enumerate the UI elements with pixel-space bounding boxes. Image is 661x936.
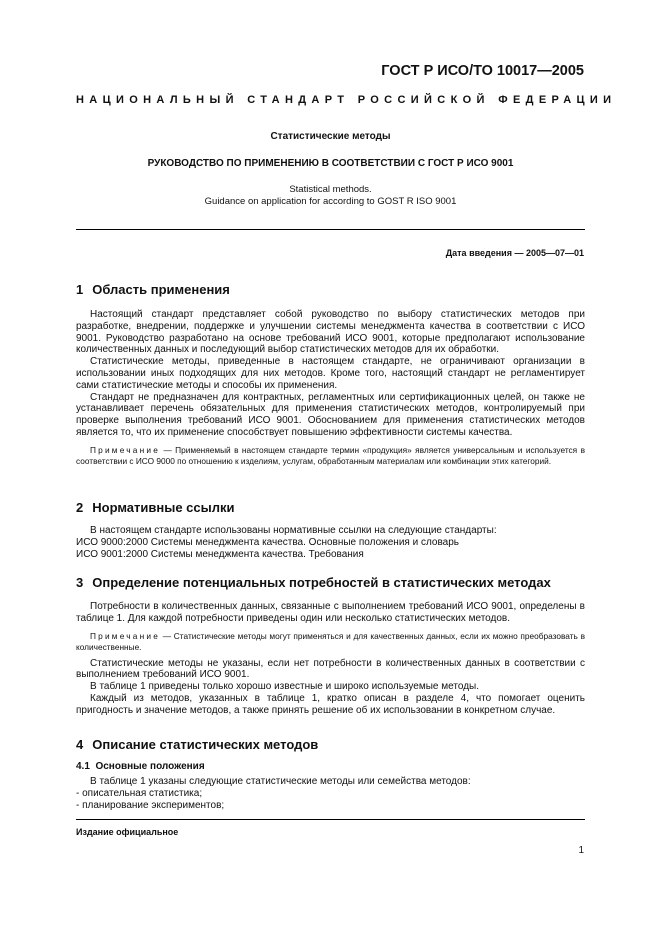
title-en-line1: Statistical methods. [289, 184, 372, 195]
section-1-body [76, 309, 585, 467]
section-4-title: Описание статистических методов [92, 737, 319, 752]
national-standard-banner: НАЦИОНАЛЬНЫЙ СТАНДАРТ РОССИЙСКОЙ ФЕДЕРАЦИИ [76, 94, 617, 106]
section-3-title: Определение потенциальных потребностей в статистических методах [92, 575, 551, 590]
section-2-intro: В настоящем стандарте использованы нормативные ссылки на следующие стандарты: [90, 525, 497, 536]
normative-ref-1: ИСО 9000:2000 Системы менеджмента качества. Основные положения и словарь [76, 536, 460, 548]
note-label: Примечание [90, 630, 161, 641]
section-3-paragraph-3: В таблице 1 приведены только хорошо известные и широко используемые методы. [90, 681, 479, 693]
note-label: Примечание [90, 444, 161, 455]
standard-number: ГОСТ Р ИСО/ТО 10017—2005 [381, 63, 584, 79]
section-2-number: 2 [76, 500, 84, 515]
title-ru-small: Статистические методы [270, 131, 391, 142]
section-1-heading [76, 282, 230, 297]
subsection-4-1-title: Основные положения [95, 761, 205, 772]
section-3-paragraph-2: Статистические методы не указаны, если нет потребности в количественных данных в соответствии с выполнением требований ИСО 9001. [76, 657, 585, 681]
method-list-item: - планирование экспериментов; [76, 799, 225, 811]
section-3-number: 3 [76, 575, 84, 590]
subsection-4-1-heading [76, 761, 205, 772]
section-2-heading [76, 500, 234, 515]
section-4-heading [76, 737, 318, 752]
section-4-number: 4 [76, 737, 84, 752]
section-1-number: 1 [76, 282, 84, 297]
note-text: — Применяемый в настоящем стандарте термин «продукция» является универсальным и используется в соответствии с ИСО 9000 по отношению к изделиям, услугам, обработанным материалам или комбинации этих категорий. [76, 444, 585, 466]
section-3-note [76, 631, 585, 653]
section-3-heading [76, 575, 551, 590]
title-en-line2: Guidance on application for according to GOST R ISO 9001 [204, 196, 457, 207]
normative-ref-2: ИСО 9001:2000 Системы менеджмента качества. Требования [76, 548, 364, 560]
section-1-paragraph-3: Стандарт не предназначен для контрактных, регламентных или сертификационных целей, он также не устанавливает перечень обязательных для применения статистических методов, контролируемый при проверке выполнения требований ИСО 9001. Обоснованием для применения статистических методов является то, что их применение способствует повышению эффективности системы качества. [76, 391, 585, 438]
section-4-body [76, 776, 585, 811]
title-en [76, 184, 585, 208]
footer-divider [76, 819, 585, 820]
official-edition-label: Издание официальное [76, 827, 179, 837]
section-4-paragraph-1: В таблице 1 указаны следующие статистические методы или семейства методов: [90, 776, 471, 787]
section-3-body [76, 601, 585, 717]
note-text: — Статистические методы могут применяться и для качественных данных, если их можно преобразовать в количественные. [76, 630, 585, 652]
title-divider [76, 229, 585, 230]
section-1-note [76, 445, 585, 467]
title-ru-main: РУКОВОДСТВО ПО ПРИМЕНЕНИЮ В СООТВЕТСТВИИ С ГОСТ Р ИСО 9001 [147, 158, 514, 169]
page-number: 1 [578, 845, 584, 856]
section-3-paragraph-1: Потребности в количественных данных, связанные с выполнением требований ИСО 9001, определены в таблице 1. Для каждой потребности приведены один или несколько статистических методов. [76, 601, 585, 624]
section-1-paragraph-2: Статистические методы, приведенные в настоящем стандарте, не ограничивают организации в использовании иных подходящих для них методов. Кроме того, настоящий стандарт не регламентирует сами статистические методы и способы их применения. [76, 356, 585, 391]
section-1-title: Область применения [92, 282, 230, 297]
subsection-4-1-number: 4.1 [76, 761, 90, 772]
section-3-paragraph-4: Каждый из методов, указанных в таблице 1, кратко описан в разделе 4, что помогает оценить пригодность и значение методов, а также принять решение об их использовании в конкретном случае. [76, 692, 585, 716]
section-2-body [76, 525, 585, 560]
section-2-title: Нормативные ссылки [92, 500, 235, 515]
introduction-date: Дата введения — 2005—07—01 [445, 248, 584, 258]
section-1-paragraph-1: Настоящий стандарт представляет собой руководство по выбору статистических методов при разработке, внедрении, поддержке и улучшении системы менеджмента качества в соответствии с ИСО 9001. Руководство разработано на основе требований ИСО 9001, которые предполагают использование количественных данных и последующий выбор статистических методов для их обработки. [76, 309, 585, 356]
method-list-item: - описательная статистика; [76, 787, 203, 799]
